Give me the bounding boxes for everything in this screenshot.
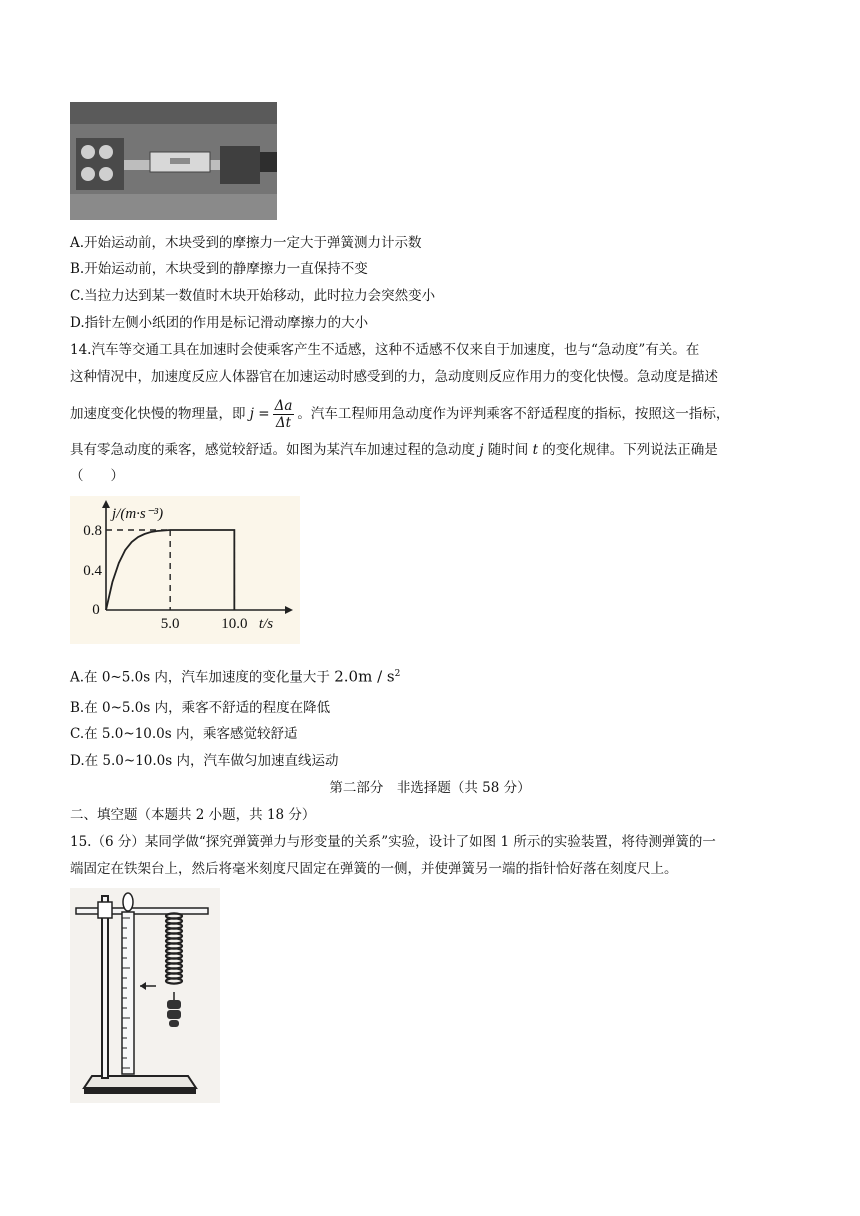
fill-in-header: 二、填空题（本题共 2 小题，共 18 分） [70,807,316,823]
q14-option-c: C.在 5.0~10.0s 内，乘客感觉较舒适 [70,726,298,742]
q14-line4-post: 的变化规律。下列说法正确是 [538,442,718,458]
jerk-fraction [273,398,295,431]
q14-stem-line-4 [70,440,718,460]
q14-option-b: B.在 0~5.0s 内，乘客不舒适的程度在降低 [70,700,331,716]
q14-option-a-exponent: 2 [394,669,401,679]
spring-apparatus-drawing [70,888,220,1103]
y-tick-label-0: 0.4 [83,563,102,579]
jerk-time-chart [70,496,300,644]
q14-line4-mid: 随时间 [483,442,533,458]
q15-stem-line-2: 端固定在铁架台上，然后将毫米刻度尺固定在弹簧的一侧，并使弹簧另一端的指针恰好落在刻度尺上。 [70,861,678,877]
y-tick-label-1: 0.8 [83,523,102,539]
block-spring-scale-photo [70,102,277,220]
x-tick-label-2: 10.0 [221,616,248,632]
q13-option-d: D.指针左侧小纸团的作用是标记滑动摩擦力的大小 [70,315,369,331]
q14-stem-line-1: 14.汽车等交通工具在加速时会使乘客产生不适感，这种不适感不仅来自于加速度，也与“急动度”有关。在 [70,342,700,358]
block-photo-drawing [70,102,277,220]
q14-line3-post: 。汽车工程师用急动度作为评判乘客不舒适程度的指标，按照这一指标， [297,406,730,422]
q14-stem-line-2: 这种情况中，加速度反应人体器官在加速运动时感受到的力，急动度则反应作用力的变化快慢。急动度是描述 [70,369,718,385]
section-title: 第二部分 非选择题（共 58 分） [329,780,531,796]
x-tick-label-0: 0 [92,602,100,618]
q14-option-d: D.在 5.0~10.0s 内，汽车做匀加速直线运动 [70,753,339,769]
x-axis-arrow [285,606,293,614]
y-axis-label: j/(m·s⁻³) [112,506,164,522]
q14-line4-pre: 具有零急动度的乘客，感觉较舒适。如图为某汽车加速过程的急动度 [70,442,480,458]
fraction-denominator: Δt [275,415,292,431]
q14-answer-blank: （ ） [70,468,124,484]
q14-stem-line-3 [70,396,729,432]
spring-apparatus-figure [70,888,220,1103]
q13-option-b: B.开始运动前，木块受到的静摩擦力一直保持不变 [70,261,368,277]
symbol-t: t [532,442,539,458]
x-tick-label-1: 5.0 [160,616,180,632]
y-axis-arrow [102,500,110,508]
q13-option-c: C.当拉力达到某一数值时木块开始移动，此时拉力会突然变小 [70,288,436,304]
jerk-chart-svg [70,496,300,644]
fraction-numerator: Δa [274,398,293,414]
x-axis-label: t/s [258,616,274,632]
q14-option-a-text: A.在 0~5.0s 内，汽车加速度的变化量大于 [70,669,335,686]
q13-option-a: A.开始运动前，木块受到的摩擦力一定大于弹簧测力计示数 [70,235,422,251]
spring-coil [166,978,182,983]
symbol-j: j [479,442,484,458]
q15-stem-line-1: 15.（6 分）某同学做“探究弹簧弹力与形变量的关系”实验，设计了如图 1 所示的实验装置，将待测弹簧的一 [70,834,716,850]
q14-option-a [70,664,400,688]
q14-option-a-value: 2.0m / s [334,667,395,686]
q14-line3-pre: 加速度变化快慢的物理量，即 [70,406,250,422]
equation-lhs: j = [249,406,270,422]
